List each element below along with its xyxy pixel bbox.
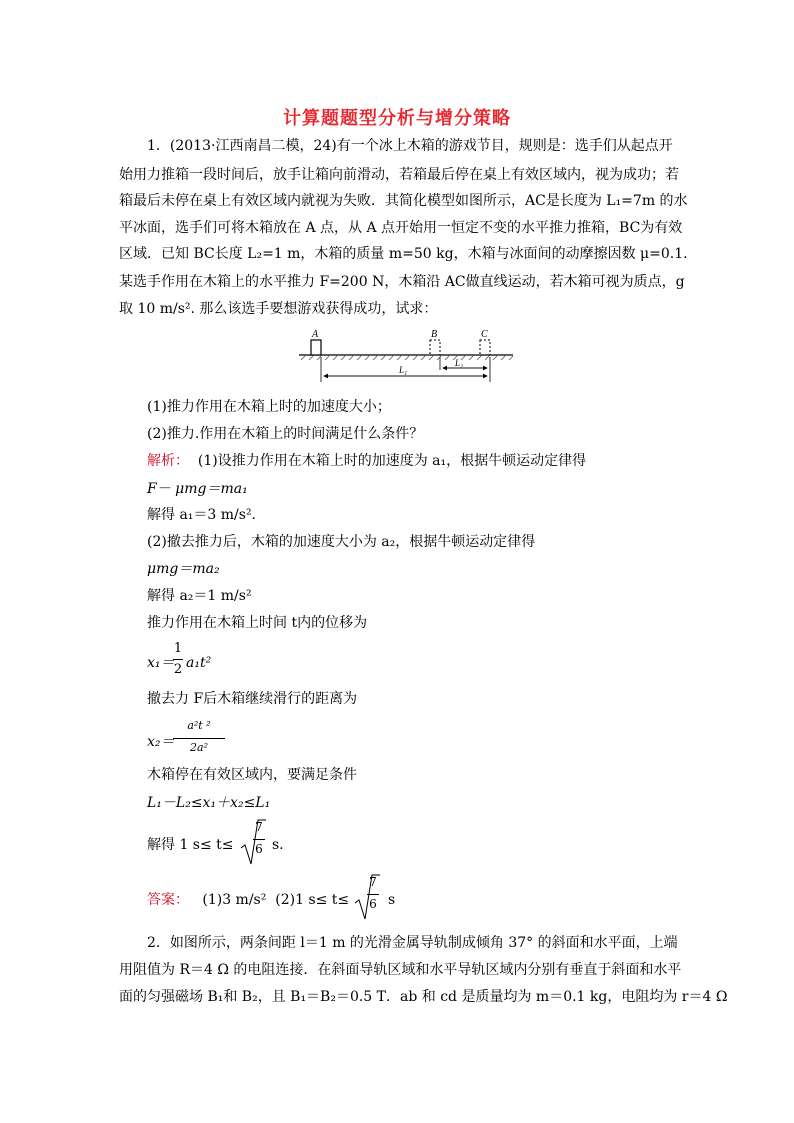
sub-question-2: (2)推力.作用在木箱上的时间满足什么条件？	[147, 426, 424, 442]
q1-line: 箱最后未停在桌上有效区域内就视为失败．其简化模型如图所示，AC是长度为 L₁=7m 的水	[119, 193, 688, 209]
q2-line: 用阻值为 R＝4 Ω 的电阻连接．在斜面导轨区域和水平导轨区域内分别有垂直于斜面和水平	[119, 962, 682, 978]
answer-1: (1)3 m/s²	[202, 892, 267, 908]
solution-step-2: (2)撤去推力后，木箱的加速度大小为 a₂，根据牛顿运动定律得	[147, 534, 536, 550]
x2-fraction-bar	[173, 738, 225, 739]
answer-sqrt-denominator: 6	[369, 897, 377, 911]
answer-sqrt-fraction-bar	[367, 894, 379, 895]
solution-step-5: 木箱停在有效区域内，要满足条件	[147, 767, 357, 783]
label-l2: L₂	[455, 358, 464, 368]
solution-line-1	[147, 452, 586, 470]
box-a	[311, 340, 321, 355]
answer-line	[147, 891, 349, 909]
answer-sqrt-numerator: 7	[369, 875, 377, 889]
q2-line: 2．如图所示，两条间距 l＝1 m 的光滑金属导轨制成倾角 37° 的斜面和水平面，上端	[147, 935, 678, 951]
q1-line: 1．(2013·江西南昌二模，24)有一个冰上木箱的游戏节目，规则是：选手们从起点开	[147, 138, 673, 154]
equation-2: μmg＝ma₂	[147, 561, 220, 577]
x2-numerator: a²t ²	[187, 719, 211, 732]
x2-denominator: 2a²	[190, 741, 208, 754]
result-1: 解得 a₁＝3 m/s².	[147, 507, 257, 523]
ground-hatching	[301, 355, 513, 360]
solution-step-1: (1)设推力作用在木箱上时的加速度为 a₁，根据牛顿运动定律得	[197, 453, 587, 469]
answer-unit: s	[388, 892, 396, 908]
page-title: 计算题题型分析与增分策略	[283, 108, 511, 129]
solution-step-4: 撤去力 F后木箱继续滑行的距离为	[147, 691, 358, 707]
inequality: L₁－L₂≤x₁＋x₂≤L₁	[147, 795, 271, 811]
x1-lhs: x₁＝	[147, 655, 175, 671]
solution-label: 解析：	[147, 453, 189, 469]
x2-lhs: x₂＝	[147, 734, 175, 750]
answer-2: (2)1 s≤ t≤	[275, 892, 350, 908]
ice-box-diagram	[295, 326, 517, 386]
result-3: 解得 1 s≤ t≤	[147, 837, 234, 853]
box-b	[430, 340, 440, 355]
label-l1: L₁	[399, 365, 408, 375]
result-3-unit: s.	[272, 837, 284, 853]
q1-line: 取 10 m/s². 那么该选手要想游戏获得成功，试求：	[119, 301, 438, 317]
sqrt-fraction-bar	[253, 839, 265, 840]
equation-1: F－ μmg＝ma₁	[147, 481, 248, 497]
q1-line: 始用力推箱一段时间后，放手让箱向前滑动，若箱最后停在桌上有效区域内，视为成功；若	[119, 167, 679, 183]
x1-denominator: 2	[173, 662, 183, 677]
label-b: B	[431, 329, 438, 340]
q1-line: 区域．已知 BC长度 L₂=1 m，木箱的质量 m=50 kg，木箱与冰面间的动摩擦因数 μ=0.1.	[119, 246, 688, 262]
q2-line: 面的匀强磁场 B₁和 B₂，且 B₁＝B₂＝0.5 T．ab 和 cd 是质量均为 m＝0.1 kg，电阻均为 r＝4 Ω	[119, 989, 728, 1005]
result-2: 解得 a₂＝1 m/s²	[147, 588, 252, 604]
label-c: C	[481, 329, 488, 340]
sub-question-1: (1)推力作用在木箱上时的加速度大小；	[147, 399, 391, 415]
solution-step-3: 推力作用在木箱上时间 t内的位移为	[147, 615, 368, 631]
label-a: A	[312, 329, 319, 340]
q1-line: 某选手作用在木箱上的水平推力 F=200 N，木箱沿 AC做直线运动，若木箱可视为质点，g	[119, 274, 685, 290]
x1-fraction-bar	[173, 659, 183, 660]
q1-line: 平冰面，选手们可将木箱放在 A 点，从 A 点开始用一恒定不变的水平推力推箱，BC为有效	[119, 220, 683, 236]
x1-tail: a₁t²	[186, 655, 212, 671]
box-c	[480, 340, 490, 355]
answer-label: 答案：	[147, 892, 189, 908]
sqrt-numerator: 7	[255, 820, 263, 834]
sqrt-denominator: 6	[255, 842, 263, 856]
x1-numerator: 1	[173, 641, 183, 656]
